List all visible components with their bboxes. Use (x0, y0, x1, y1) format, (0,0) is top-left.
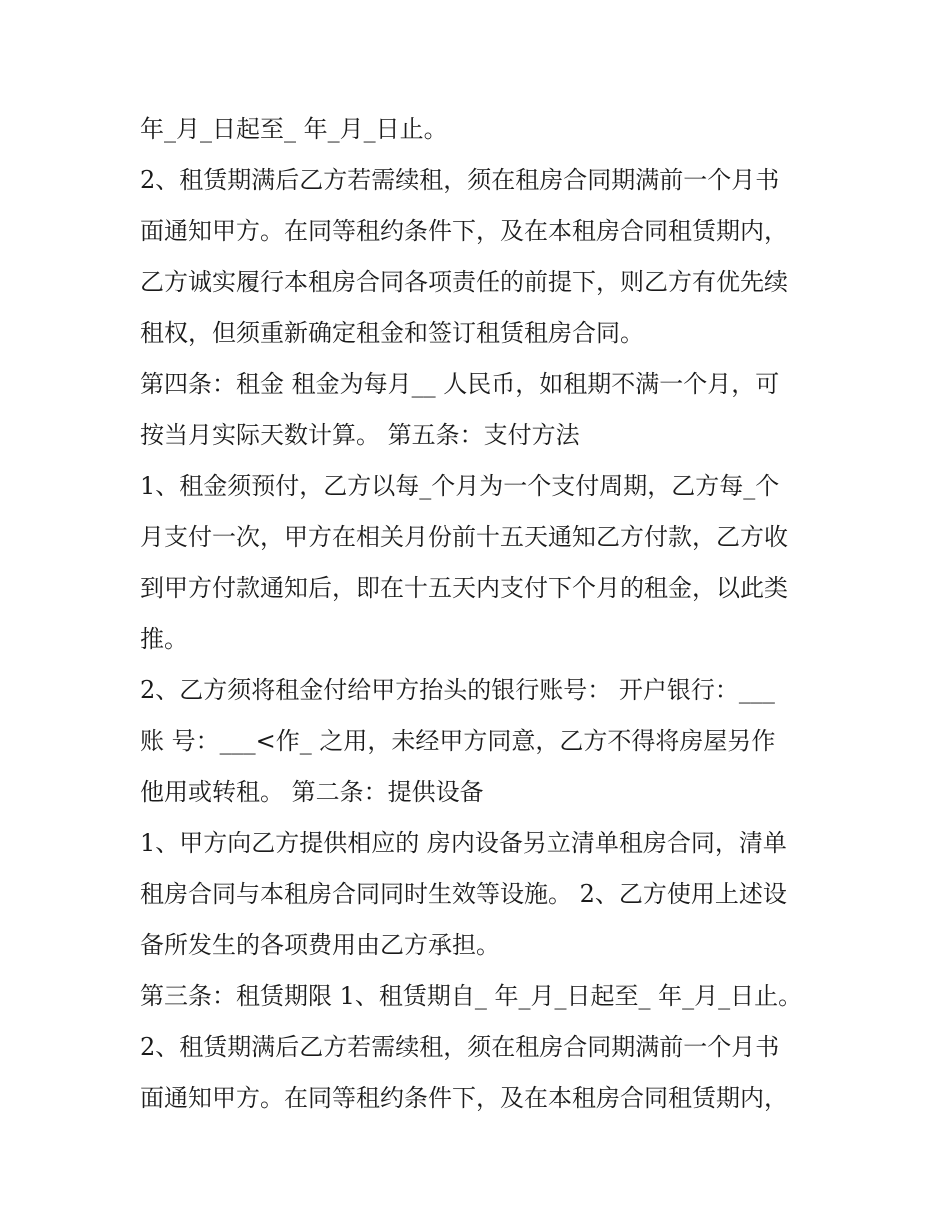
text-line: 年_月_日起至_ 年_月_日止。 (140, 115, 448, 143)
document-body (140, 104, 820, 1124)
text-line: 2、租赁期满后乙方若需续租，须在租房合同期满前一个月书 (140, 166, 780, 194)
text-line: 第三条：租赁期限 1、租赁期自_ 年_月_日起至_ 年_月_日止。 (140, 982, 803, 1010)
text-line: 他用或转租。 第二条：提供设备 (140, 778, 484, 806)
text-line: 2、租赁期满后乙方若需续租，须在租房合同期满前一个月书 (140, 1033, 780, 1061)
text-line: 面通知甲方。在同等租约条件下，及在本租房合同租赁期内， (140, 1084, 788, 1112)
text-line: 租权，但须重新确定租金和签订租赁租房合同。 (140, 319, 644, 347)
text-line: 1、甲方向乙方提供相应的 房内设备另立清单租房合同，清单 (140, 829, 787, 857)
text-line: 租房合同与本租房合同同时生效等设施。 2、乙方使用上述设 (140, 880, 787, 908)
text-line: 2、乙方须将租金付给甲方抬头的银行账号： 开户银行：___ (140, 676, 775, 704)
text-line: 第四条：租金 租金为每月__ 人民币，如租期不满一个月，可 (140, 370, 780, 398)
text-line: 到甲方付款通知后，即在十五天内支付下个月的租金，以此类 (140, 574, 788, 602)
text-line: 备所发生的各项费用由乙方承担。 (140, 931, 500, 959)
text-line: 面通知甲方。在同等租约条件下，及在本租房合同租赁期内， (140, 217, 788, 245)
text-line: 按当月实际天数计算。 第五条：支付方法 (140, 421, 580, 449)
text-line: 推。 (140, 625, 188, 653)
text-line: 月支付一次，甲方在相关月份前十五天通知乙方付款，乙方收 (140, 523, 788, 551)
text-line: 乙方诚实履行本租房合同各项责任的前提下，则乙方有优先续 (140, 268, 788, 296)
text-line: 1、租金须预付，乙方以每_个月为一个支付周期，乙方每_个 (140, 472, 780, 500)
text-line: 账 号：___<作_ 之用，未经甲方同意，乙方不得将房屋另作 (140, 727, 776, 755)
